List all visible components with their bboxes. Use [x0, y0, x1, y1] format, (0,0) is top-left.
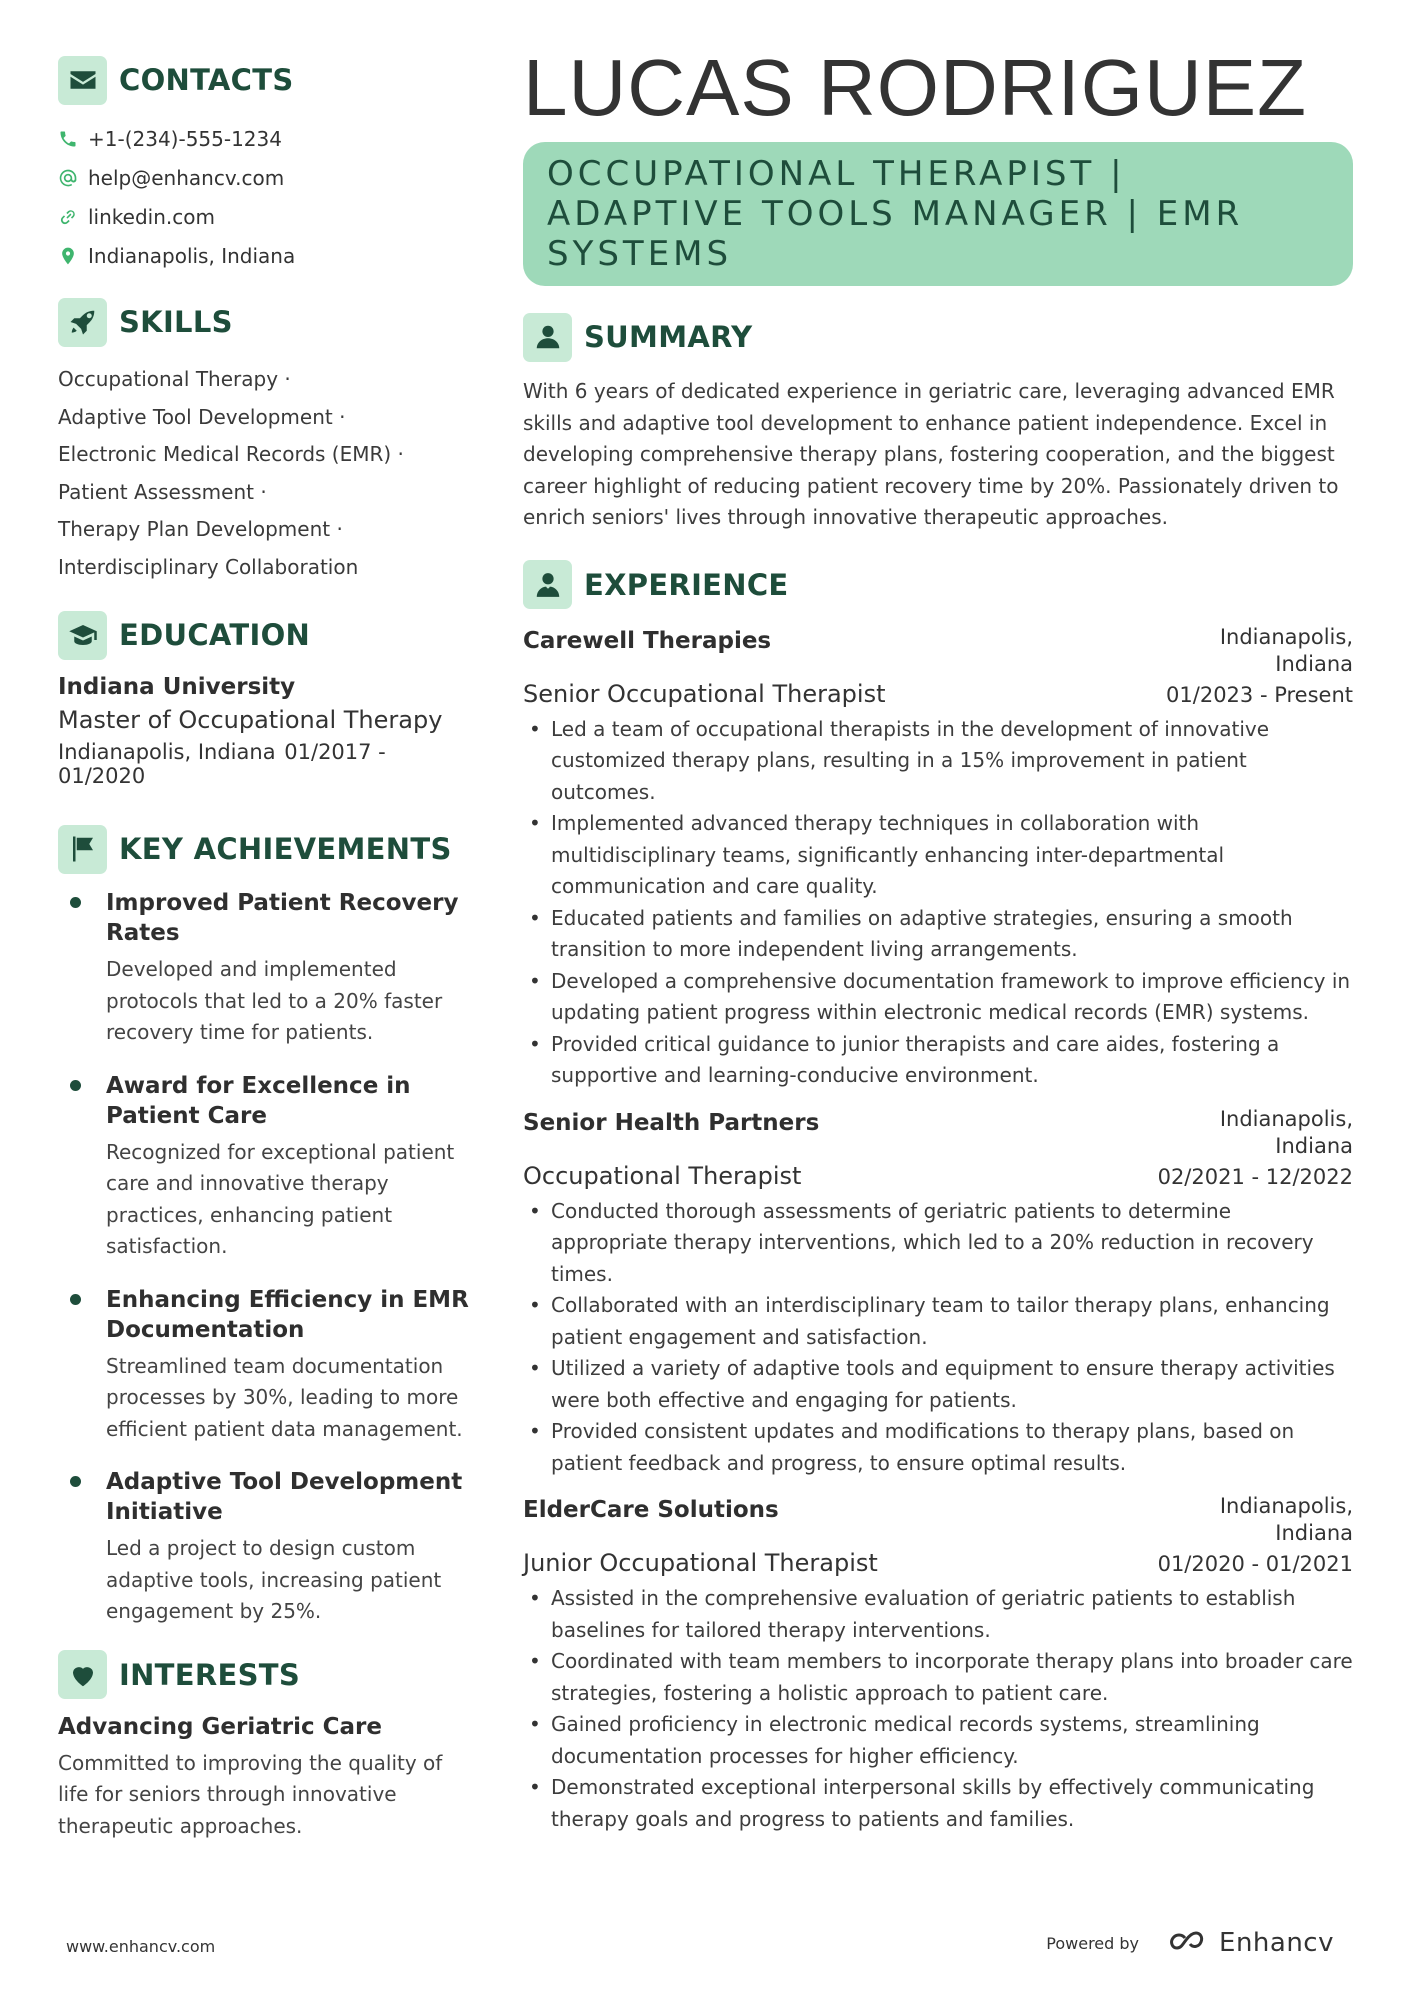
achievement-desc: Streamlined team documentation processes by 30%, leading to more efficient patient data management. [106, 1353, 463, 1441]
job-dates: 02/2021 - 12/2022 [1157, 1164, 1353, 1189]
graduation-cap-icon [58, 611, 107, 660]
achievements-section-header [58, 824, 478, 874]
interest-desc: Committed to improving the quality of life for seniors through innovative therapeutic approaches. [58, 1750, 443, 1838]
location-text: Indianapolis, Indiana [88, 243, 296, 268]
education-title: EDUCATION [119, 618, 311, 652]
interest-title: Advancing Geriatric Care [58, 1713, 382, 1740]
linkedin-text: linkedin.com [88, 204, 215, 229]
contact-email[interactable] [58, 158, 478, 197]
user-icon [523, 313, 572, 362]
job-company: Carewell Therapies [523, 627, 772, 654]
skill-item: Interdisciplinary Collaboration [58, 554, 359, 579]
achievement-title: Improved Patient Recovery Rates [106, 890, 459, 946]
contacts-title: CONTACTS [119, 63, 294, 97]
skill-item: Occupational Therapy · [58, 367, 291, 391]
job-bullet: • Provided consistent updates and modifications to therapy plans, based on patient feedback and progress, to ensure optimal results. [523, 1416, 1353, 1479]
bullet-dot-icon [70, 897, 81, 908]
phone-text: +1-(234)-555-1234 [88, 126, 282, 151]
job-bullet: • Conducted thorough assessments of geriatric patients to determine appropriate therapy interventions, which led to a 20% reduction in recovery times. [523, 1196, 1353, 1291]
rocket-icon [58, 298, 107, 347]
job-bullets [523, 1583, 1353, 1835]
summary-text: With 6 years of dedicated experience in geriatric care, leveraging advanced EMR skills and adaptive tool development to enhance patient independence. Excel in developing comprehensive therapy plans, fostering cooperation, and the biggest career highlight of reducing patient recovery time by 20%. Passionately driven to enrich seniors' lives through innovative therapeutic approaches. [523, 379, 1339, 529]
job-role: Occupational Therapist [523, 1161, 802, 1190]
job-bullets [523, 1196, 1353, 1480]
enhancv-logo-icon [1165, 1930, 1211, 1956]
achievement-title: Adaptive Tool Development Initiative [106, 1469, 463, 1525]
job-location: Indianapolis, Indiana [1219, 1494, 1353, 1545]
job-bullet: • Coordinated with team members to incorporate therapy plans into broader care strategies, fostering a holistic approach to patient care. [523, 1646, 1353, 1709]
job-dates: 01/2023 - Present [1166, 682, 1353, 707]
job-entry [523, 1106, 1353, 1480]
achievements-title: KEY ACHIEVEMENTS [119, 832, 452, 866]
user-tie-icon [523, 560, 572, 609]
education-dates: 01/2017 - 01/2020 [58, 740, 386, 788]
at-icon [58, 168, 78, 188]
job-role: Junior Occupational Therapist [523, 1549, 878, 1577]
job-role: Senior Occupational Therapist [523, 679, 886, 708]
left-column [58, 55, 478, 1842]
summary-title: SUMMARY [584, 320, 753, 354]
envelope-icon [58, 56, 107, 105]
achievement-item [58, 1467, 478, 1628]
contact-list [58, 119, 478, 275]
job-bullet: • Implemented advanced therapy techniques in collaboration with multidisciplinary teams, significantly enhancing inter-departmental communication and care quality. [523, 808, 1353, 903]
job-bullet: • Collaborated with an interdisciplinary team to tailor therapy plans, enhancing patient engagement and satisfaction. [523, 1290, 1353, 1353]
skill-item: Patient Assessment · [58, 479, 267, 504]
job-bullet: • Gained proficiency in electronic medical records systems, streamlining documentation processes for higher efficiency. [523, 1709, 1353, 1772]
education-degree: Master of Occupational Therapy [58, 706, 443, 734]
contact-phone[interactable] [58, 119, 478, 158]
candidate-name: LUCAS RODRIGUEZ [523, 43, 1307, 132]
achievement-desc: Developed and implemented protocols that led to a 20% faster recovery time for patients. [106, 957, 443, 1044]
job-bullets [523, 714, 1353, 1092]
skill-item: Therapy Plan Development · [58, 517, 343, 541]
achievement-item [58, 1285, 478, 1446]
achievement-item [58, 1071, 478, 1263]
achievements-list [58, 888, 478, 1628]
contacts-section-header [58, 55, 478, 105]
education-entry [58, 674, 478, 788]
heart-icon [58, 1650, 107, 1699]
job-entry [523, 1493, 1353, 1835]
job-entry [523, 624, 1353, 1092]
powered-by-text: Powered by [1046, 1933, 1140, 1953]
education-school: Indiana University [58, 674, 296, 700]
experience-section-header [523, 560, 1353, 610]
contact-linkedin[interactable] [58, 197, 478, 236]
job-bullet: • Developed a comprehensive documentation framework to improve efficiency in updating patient progress within electronic medical records (EMR) systems. [523, 966, 1353, 1029]
job-bullet: • Demonstrated exceptional interpersonal skills by effectively communicating therapy goals and progress to patients and families. [523, 1772, 1353, 1835]
contact-location [58, 236, 478, 275]
job-location: Indianapolis, Indiana [1219, 624, 1353, 676]
right-column [523, 40, 1353, 1849]
phone-icon [58, 129, 78, 149]
email-text: help@enhancv.com [88, 165, 285, 190]
bullet-dot-icon [70, 1080, 81, 1091]
achievement-desc: Led a project to design custom adaptive tools, increasing patient engagement by 25%. [106, 1536, 442, 1623]
job-bullet: • Provided critical guidance to junior therapists and care aides, fostering a supportive and learning-conducive environment. [523, 1029, 1353, 1092]
job-dates: 01/2020 - 01/2021 [1157, 1552, 1353, 1576]
skills-list [58, 361, 478, 586]
map-pin-icon [58, 246, 78, 266]
job-bullet: • Assisted in the comprehensive evaluation of geriatric patients to establish baselines for tailored therapy interventions. [523, 1583, 1353, 1646]
achievement-title: Award for Excellence in Patient Care [106, 1072, 411, 1129]
education-meta [58, 740, 478, 788]
brand-name: Enhancv [1219, 1928, 1334, 1958]
interest-item [58, 1714, 478, 1843]
skill-item: Electronic Medical Records (EMR) · [58, 442, 404, 466]
interests-title: INTERESTS [119, 1657, 301, 1692]
headline-text: OCCUPATIONAL THERAPIST | ADAPTIVE TOOLS MANAGER | EMR SYSTEMS [547, 154, 1244, 274]
footer-branding[interactable] [1046, 1928, 1334, 1958]
skill-item: Adaptive Tool Development · [58, 404, 346, 429]
job-bullet: • Utilized a variety of adaptive tools and equipment to ensure therapy activities were both effective and engaging for patients. [523, 1353, 1353, 1416]
flag-icon [58, 825, 107, 874]
bullet-dot-icon [70, 1294, 81, 1305]
education-section-header [58, 610, 478, 660]
achievement-desc: Recognized for exceptional patient care and innovative therapy practices, enhancing patient satisfaction. [106, 1139, 455, 1258]
education-location: Indianapolis, Indiana [58, 740, 276, 764]
job-bullet: • Led a team of occupational therapists in the development of innovative customized therapy plans, resulting in a 15% improvement in patient outcomes. [523, 714, 1353, 809]
job-company: ElderCare Solutions [523, 1497, 779, 1523]
interests-section-header [58, 1650, 478, 1700]
job-location: Indianapolis, Indiana [1219, 1106, 1353, 1158]
experience-title: EXPERIENCE [584, 567, 789, 602]
bullet-dot-icon [70, 1476, 81, 1487]
summary-section-header [523, 312, 1353, 362]
footer-website[interactable]: www.enhancv.com [66, 1937, 216, 1956]
skills-title: SKILLS [119, 305, 233, 339]
headline-pill [523, 142, 1353, 286]
link-icon [58, 207, 78, 227]
achievement-item [58, 888, 478, 1049]
job-company: Senior Health Partners [523, 1109, 820, 1136]
skills-section-header [58, 297, 478, 347]
job-bullet: • Educated patients and families on adaptive strategies, ensuring a smooth transition to more independent living arrangements. [523, 903, 1353, 966]
achievement-title: Enhancing Efficiency in EMR Documentation [106, 1286, 469, 1343]
